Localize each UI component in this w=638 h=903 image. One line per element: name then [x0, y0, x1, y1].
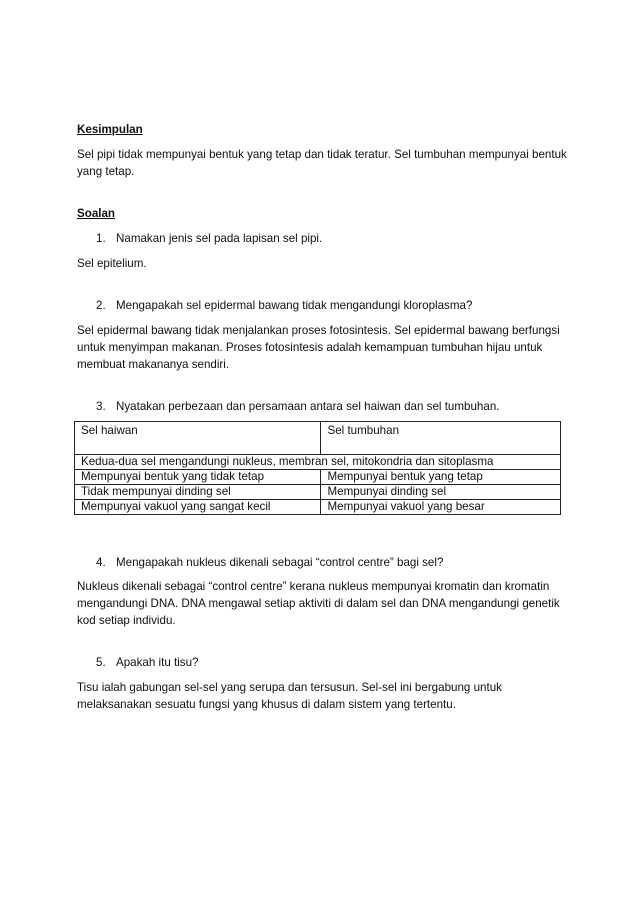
header-animal-cell: Sel haiwan [75, 422, 321, 455]
question-3 [96, 398, 566, 415]
question-number: 2. [96, 299, 106, 312]
plant-cell: Mempunyai vakuol yang besar [321, 500, 561, 515]
table-header-row [75, 422, 561, 455]
animal-cell: Mempunyai bentuk yang tidak tetap [75, 470, 321, 485]
answer-4: Nukleus dikenali sebagai “control centre” kerana nukleus mempunyai kromatin dan kromatin mengandungi DNA. DNA mengawal setiap aktiviti di dalam sel dan DNA mengandungi genetik kod setiap individu. [77, 580, 560, 627]
question-5 [96, 654, 566, 671]
question-number: 3. [96, 400, 106, 413]
question-number: 5. [96, 656, 106, 669]
similarity-cell: Kedua-dua sel mengandungi nukleus, membran sel, mitokondria dan sitoplasma [75, 455, 561, 470]
plant-cell: Mempunyai dinding sel [321, 485, 561, 500]
question-text: Mengapakah nukleus dikenali sebagai “control centre” bagi sel? [116, 556, 444, 569]
question-text: Namakan jenis sel pada lapisan sel pipi. [116, 232, 323, 245]
question-text: Mengapakah sel epidermal bawang tidak mengandungi kloroplasma? [116, 299, 473, 312]
question-2 [96, 297, 566, 314]
animal-cell: Tidak mempunyai dinding sel [75, 485, 321, 500]
question-number: 4. [96, 556, 106, 569]
question-number: 1. [96, 232, 106, 245]
answer-1: Sel epitelium. [77, 257, 147, 270]
question-4 [96, 554, 566, 571]
table-row [75, 485, 561, 500]
question-text: Apakah itu tisu? [116, 656, 199, 669]
table-row [75, 500, 561, 515]
header-plant-cell: Sel tumbuhan [321, 422, 561, 455]
conclusion-text: Sel pipi tidak mempunyai bentuk yang tetap dan tidak teratur. Sel tumbuhan mempunyai bentuk yang tetap. [77, 148, 567, 178]
table-row [75, 470, 561, 485]
comparison-table [74, 421, 561, 515]
answer-5: Tisu ialah gabungan sel-sel yang serupa dan tersusun. Sel-sel ini bergabung untuk melaksanakan sesuatu fungsi yang khusus di dalam sistem yang tertentu. [77, 681, 502, 711]
questions-heading: Soalan [77, 207, 116, 220]
question-1 [96, 230, 566, 247]
answer-2: Sel epidermal bawang tidak menjalankan proses fotosintesis. Sel epidermal bawang berfungsi untuk menyimpan makanan. Proses fotosintesis adalah kemampuan tumbuhan hijau untuk membuat makananya sendiri. [77, 324, 560, 371]
table-row-similarity [75, 455, 561, 470]
conclusion-heading: Kesimpulan [77, 123, 143, 136]
plant-cell: Mempunyai bentuk yang tetap [321, 470, 561, 485]
animal-cell: Mempunyai vakuol yang sangat kecil [75, 500, 321, 515]
question-text: Nyatakan perbezaan dan persamaan antara sel haiwan dan sel tumbuhan. [116, 400, 500, 413]
